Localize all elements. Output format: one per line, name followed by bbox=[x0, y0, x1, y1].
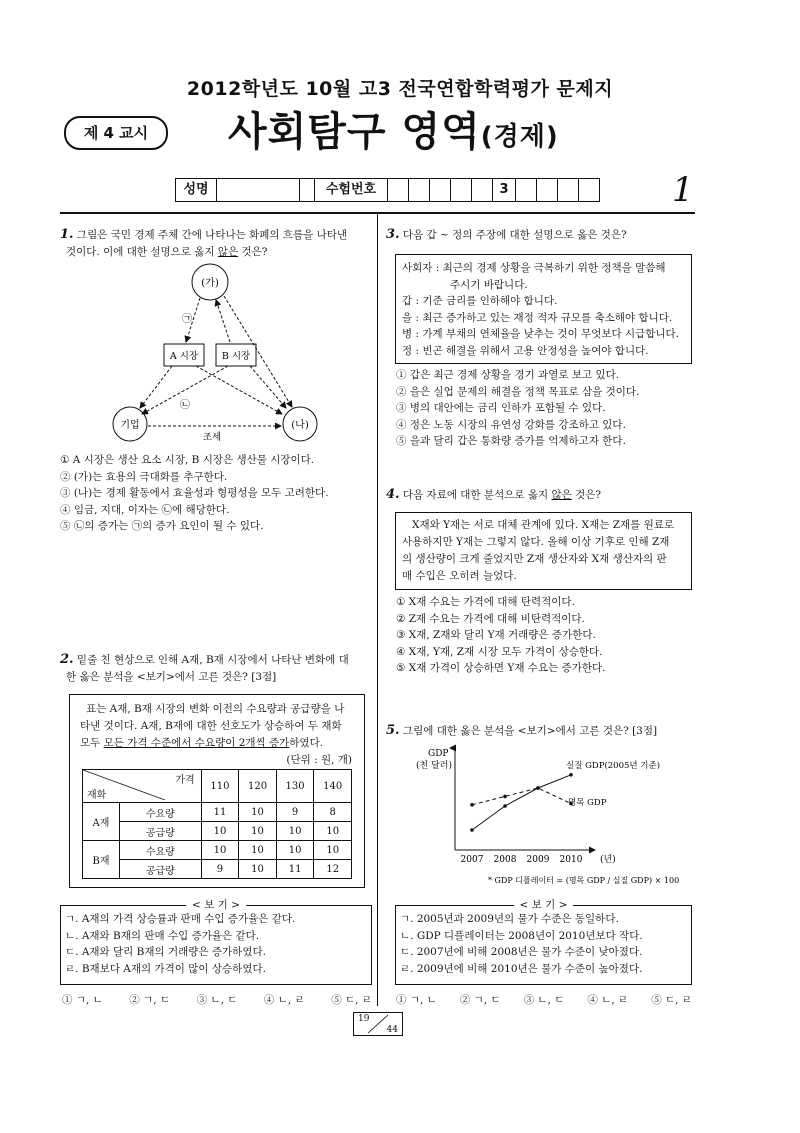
q3-dialog-box bbox=[395, 254, 692, 364]
q4-option-5[interactable]: ⑤ X재 가격이 상승하면 Y재 수요는 증가한다. bbox=[396, 662, 606, 674]
tax-label: 조세 bbox=[202, 432, 222, 443]
table-row bbox=[83, 822, 352, 841]
exam-title: 2012학년도 10월 고3 전국연합학력평가 문제지 bbox=[186, 78, 614, 100]
q1-option-3[interactable]: ③ (나)는 경제 활동에서 효율성과 형평성을 모두 고려한다. bbox=[60, 487, 329, 499]
q2-stem-line1: 밑줄 친 현상으로 인해 A재, B재 시장에서 나타난 변화에 대 bbox=[76, 654, 349, 666]
cell: 10 bbox=[239, 860, 277, 879]
table-row bbox=[83, 803, 352, 822]
q4-data-box bbox=[395, 512, 692, 590]
q4-stem-underline: 않은 bbox=[551, 489, 572, 501]
q5-stem bbox=[386, 722, 696, 740]
price-col: 120 bbox=[239, 770, 277, 803]
exam-no-cell[interactable] bbox=[409, 179, 430, 201]
q1-stem bbox=[60, 226, 370, 261]
x-tick-label: 2007 bbox=[460, 855, 484, 865]
q5-bogi-list bbox=[396, 906, 691, 977]
q3-options bbox=[396, 367, 696, 450]
cell: 10 bbox=[239, 803, 277, 822]
q2-bogi-box bbox=[60, 899, 372, 985]
price-col: 130 bbox=[276, 770, 314, 803]
x-tick-label: 2009 bbox=[526, 855, 550, 865]
y-axis-unit: (천 달러) bbox=[416, 761, 452, 771]
q1-option-5[interactable]: ⑤ ㉡의 증가는 ㉠의 증가 요인이 될 수 있다. bbox=[60, 520, 264, 532]
q3-option-4[interactable]: ④ 정은 노동 시장의 유연성 강화를 강조하고 있다. bbox=[396, 418, 626, 431]
q3-dialog-line: 주시기 바랍니다. bbox=[450, 278, 528, 291]
q5-answers bbox=[396, 992, 692, 1009]
q3-dialog-line: 을 : 최근 증가하고 있는 재정 적자 규모를 축소해야 합니다. bbox=[402, 311, 673, 324]
price-col: 110 bbox=[201, 770, 239, 803]
q2-box-line1: 표는 A재, B재 시장의 변화 이전의 수요량과 공급량을 나 bbox=[86, 703, 345, 715]
q2-unit: (단위 : 원, 개) bbox=[286, 754, 352, 766]
exam-no-cell[interactable] bbox=[451, 179, 472, 201]
cell: 10 bbox=[239, 822, 277, 841]
q4-option-3[interactable]: ③ X재, Z재와 달리 Y재 거래량은 증가한다. bbox=[396, 629, 596, 641]
q4-box-line: 의 생산량이 크게 줄었지만 Z재 생산자와 X재 생산자의 판 bbox=[402, 553, 667, 565]
x-axis-unit: (년) bbox=[600, 855, 616, 865]
q5-bogi-box bbox=[395, 899, 692, 985]
good-a: A재 bbox=[83, 803, 120, 841]
exam-no-label: 수험번호 bbox=[315, 179, 388, 201]
exam-no-cell[interactable] bbox=[579, 179, 599, 201]
q4-box-text bbox=[396, 513, 691, 585]
q2-bogi-label: < 보 기 > bbox=[186, 897, 246, 913]
q1-stem-line2: 것이다. 이에 대한 설명으로 옳지 bbox=[66, 246, 218, 258]
q2-data-box bbox=[69, 694, 365, 888]
price-col: 140 bbox=[314, 770, 352, 803]
q2-box-line3-b: 하였다. bbox=[289, 737, 324, 749]
q5-bogi-label: < 보 기 > bbox=[514, 897, 574, 913]
q2-answer-2[interactable]: ② ㄱ, ㄷ bbox=[129, 994, 171, 1006]
cell: 8 bbox=[314, 803, 352, 822]
q1-number: 1. bbox=[60, 227, 74, 242]
q3-stem bbox=[386, 226, 696, 244]
q2-stem-line2: 한 옳은 분석을 <보기>에서 고른 것은? [3점] bbox=[66, 671, 277, 683]
q2-answer-3[interactable]: ③ ㄴ, ㄷ bbox=[196, 994, 238, 1006]
table-row bbox=[83, 841, 352, 860]
name-label: 성명 bbox=[176, 179, 217, 201]
q3-dialog-line: 사회자 : 최근의 경제 상황을 극복하기 위한 정책을 말씀해 bbox=[402, 262, 666, 274]
q2-answer-5[interactable]: ⑤ ㄷ, ㄹ bbox=[331, 994, 372, 1006]
q2-bogi-item: ㄴ. A재와 B재의 판매 수입 증가율은 같다. bbox=[65, 929, 260, 942]
cell: 12 bbox=[314, 860, 352, 879]
q5-answer-4[interactable]: ④ ㄴ, ㄹ bbox=[587, 994, 629, 1006]
q5-bogi-item: ㄴ. GDP 디플레이터는 2008년이 2010년보다 작다. bbox=[400, 929, 643, 942]
q4-stem-a: 다음 자료에 대한 분석으로 옳지 bbox=[402, 489, 552, 501]
cell: 10 bbox=[201, 841, 239, 860]
q3-option-5[interactable]: ⑤ 을과 달리 갑은 통화량 증가를 억제하고자 한다. bbox=[396, 435, 626, 447]
q5-real-point bbox=[569, 773, 573, 777]
exam-no-cell[interactable] bbox=[430, 179, 451, 201]
student-id-row bbox=[175, 178, 600, 202]
exam-no-digit: 3 bbox=[493, 179, 516, 201]
table-row bbox=[83, 860, 352, 879]
q4-options bbox=[396, 594, 696, 677]
q1-stem-line2-end: 것은? bbox=[238, 246, 268, 258]
row-type: 공급량 bbox=[120, 860, 202, 879]
q4-option-4[interactable]: ④ X재, Y재, Z재 시장 모두 가격이 상승한다. bbox=[396, 645, 603, 658]
name-field[interactable] bbox=[217, 179, 300, 201]
q5-answer-3[interactable]: ③ ㄴ, ㄷ bbox=[523, 994, 565, 1006]
price-header: 가격 bbox=[175, 775, 195, 786]
cell: 9 bbox=[201, 860, 239, 879]
q2-bogi-item: ㄱ. A재의 가격 상승률과 판매 수입 증가율은 같다. bbox=[65, 913, 296, 925]
subject-title bbox=[228, 100, 559, 157]
q1-options bbox=[60, 452, 375, 535]
x-tick-label: 2008 bbox=[493, 855, 517, 865]
q5-answer-2[interactable]: ② ㄱ, ㄷ bbox=[459, 994, 501, 1006]
q2-table-corner bbox=[83, 770, 202, 803]
q3-stem-text: 다음 갑 ~ 정의 주장에 대한 설명으로 옳은 것은? bbox=[402, 229, 627, 241]
q5-real-point bbox=[503, 804, 507, 808]
q3-dialog-line: 병 : 가계 부채의 연체율을 낮추는 것이 무엇보다 시급합니다. bbox=[402, 328, 680, 340]
q4-option-1[interactable]: ① X재 수요는 가격에 대해 탄력적이다. bbox=[396, 596, 575, 608]
q3-dialog-line: 갑 : 기준 금리를 인하해야 합니다. bbox=[402, 295, 558, 307]
good-b: B재 bbox=[83, 841, 120, 879]
q5-nominal-point bbox=[470, 803, 474, 807]
cell: 10 bbox=[314, 841, 352, 860]
q3-option-1[interactable]: ① 갑은 최근 경제 상황을 경기 과열로 보고 있다. bbox=[396, 369, 620, 381]
q2-table bbox=[82, 769, 352, 879]
q2-box-line2: 타낸 것이다. A재, B재에 대한 선호도가 상승하여 두 재화 bbox=[80, 720, 342, 732]
cell: 10 bbox=[276, 841, 314, 860]
q4-option-2[interactable]: ② Z재 수요는 가격에 대해 비탄력적이다. bbox=[396, 612, 585, 625]
q3-option-3[interactable]: ③ 병의 대안에는 금리 인하가 포함될 수 있다. bbox=[396, 402, 606, 414]
q4-stem bbox=[386, 486, 696, 504]
column-divider bbox=[377, 214, 378, 1006]
page-number: 1 bbox=[672, 170, 694, 210]
legend-real-gdp: 실질 GDP(2005년 기준) bbox=[566, 761, 661, 771]
q1-option-1[interactable]: ① A 시장은 생산 요소 시장, B 시장은 생산물 시장이다. bbox=[60, 454, 315, 466]
cell: 11 bbox=[276, 860, 314, 879]
q4-box-line: 매 수입은 오히려 늘었다. bbox=[402, 570, 517, 582]
q1-stem-underline: 않은 bbox=[217, 246, 239, 258]
q1-option-4[interactable]: ④ 임금, 지대, 이자는 ㉡에 해당한다. bbox=[60, 503, 230, 516]
page-total: 44 bbox=[386, 1025, 398, 1035]
market-a-label: A 시장 bbox=[169, 351, 199, 362]
q5-number: 5. bbox=[386, 723, 400, 738]
q3-option-2[interactable]: ② 을은 실업 문제의 해결을 정책 목표로 삼을 것이다. bbox=[396, 385, 640, 398]
cell: 10 bbox=[239, 841, 277, 860]
q5-nominal-point bbox=[503, 795, 507, 799]
q2-number: 2. bbox=[60, 652, 74, 667]
cell: 11 bbox=[201, 803, 239, 822]
q3-number: 3. bbox=[386, 227, 400, 242]
q4-box-line: X재와 Y재는 서로 대체 관계에 있다. X재는 Z재를 원료로 bbox=[412, 519, 675, 531]
row-type: 공급량 bbox=[120, 822, 202, 841]
q2-box-line3 bbox=[80, 735, 356, 752]
q5-answer-1[interactable]: ① ㄱ, ㄴ bbox=[396, 994, 437, 1006]
goods-header: 재화 bbox=[87, 790, 107, 801]
q5-gdp-chart bbox=[410, 742, 700, 892]
q2-box-underline: 모든 가격 수준에서 수요량이 2개씩 증가 bbox=[103, 737, 290, 749]
exam-no-cell[interactable] bbox=[516, 179, 537, 201]
exam-no-cell[interactable] bbox=[388, 179, 409, 201]
q2-bogi-list bbox=[61, 906, 371, 977]
q1-option-2[interactable]: ② (가)는 효용의 극대화를 추구한다. bbox=[60, 470, 228, 483]
q4-box-line: 사용하지만 Y재는 그렇지 않다. 올해 이상 기후로 인해 Z재 bbox=[402, 536, 670, 548]
row-type: 수요량 bbox=[120, 803, 202, 822]
page-current: 19 bbox=[358, 1014, 370, 1024]
market-b-label: B 시장 bbox=[221, 351, 251, 362]
q4-number: 4. bbox=[386, 487, 400, 502]
series-points bbox=[470, 773, 573, 832]
q5-bogi-item: ㄱ. 2005년과 2009년의 물가 수준은 동일하다. bbox=[400, 913, 619, 925]
node-na-label: (나) bbox=[291, 420, 309, 431]
node-firm-label: 기업 bbox=[120, 420, 140, 431]
series-nominal-gdp bbox=[472, 788, 571, 805]
cell: 10 bbox=[276, 822, 314, 841]
subject-sub: (경제) bbox=[480, 122, 559, 152]
q3-dialog bbox=[396, 255, 691, 359]
q2-bogi-item: ㄹ. B재보다 A재의 가격이 많이 상승하였다. bbox=[65, 962, 266, 975]
q4-stem-b: 것은? bbox=[571, 489, 602, 501]
q5-bogi-item: ㄷ. 2007년에 비해 2008년은 물가 수준이 낮아졌다. bbox=[400, 946, 643, 958]
q2-answer-1[interactable]: ① ㄱ, ㄴ bbox=[62, 994, 103, 1006]
exam-no-cell[interactable] bbox=[537, 179, 558, 201]
subject-main: 사회탐구 영역 bbox=[228, 109, 481, 155]
series-real-gdp bbox=[472, 775, 571, 830]
gdp-deflator-note: * GDP 디플레이터 = (명목 GDP / 실질 GDP) × 100 bbox=[488, 876, 680, 885]
q5-stem-text: 그림에 대한 옳은 분석을 <보기>에서 고른 것은? [3점] bbox=[402, 725, 658, 737]
q1-flow-diagram bbox=[100, 262, 340, 452]
q2-stem bbox=[60, 651, 375, 686]
cell: 10 bbox=[314, 822, 352, 841]
exam-no-cell[interactable] bbox=[558, 179, 579, 201]
mark-1: ㉠ bbox=[182, 314, 192, 325]
exam-no-cell[interactable] bbox=[472, 179, 493, 201]
legend-nominal-gdp: 명목 GDP bbox=[568, 798, 607, 808]
mark-2: ㉡ bbox=[180, 400, 190, 411]
q5-real-point bbox=[470, 828, 474, 832]
node-ga-label: (가) bbox=[201, 278, 219, 289]
page-counter bbox=[353, 1012, 403, 1036]
q1-stem-line1: 그림은 국민 경제 주체 간에 나타나는 화폐의 흐름을 나타낸 bbox=[76, 229, 348, 241]
id-spacer bbox=[300, 179, 315, 201]
q3-dialog-line: 정 : 빈곤 해결을 위해서 고용 안정성을 높여야 합니다. bbox=[402, 344, 649, 357]
y-axis-label: GDP bbox=[428, 749, 449, 759]
q2-answers bbox=[62, 992, 372, 1009]
x-ticks bbox=[461, 855, 583, 865]
cell: 10 bbox=[201, 822, 239, 841]
q5-answer-5[interactable]: ⑤ ㄷ, ㄹ bbox=[651, 994, 692, 1006]
q5-bogi-item: ㄹ. 2009년에 비해 2010년은 물가 수준이 높아졌다. bbox=[400, 962, 643, 975]
cell: 9 bbox=[276, 803, 314, 822]
q5-nominal-point bbox=[536, 786, 540, 790]
q2-box-line3-a: 모두 bbox=[80, 737, 104, 749]
q2-bogi-item: ㄷ. A재와 달리 B재의 거래량은 증가하였다. bbox=[65, 946, 266, 958]
row-type: 수요량 bbox=[120, 841, 202, 860]
q2-box-text bbox=[70, 695, 364, 769]
q2-answer-4[interactable]: ④ ㄴ, ㄹ bbox=[263, 994, 305, 1006]
x-tick-label: 2010 bbox=[559, 855, 583, 865]
period-badge: 제 4 교시 bbox=[64, 116, 168, 150]
